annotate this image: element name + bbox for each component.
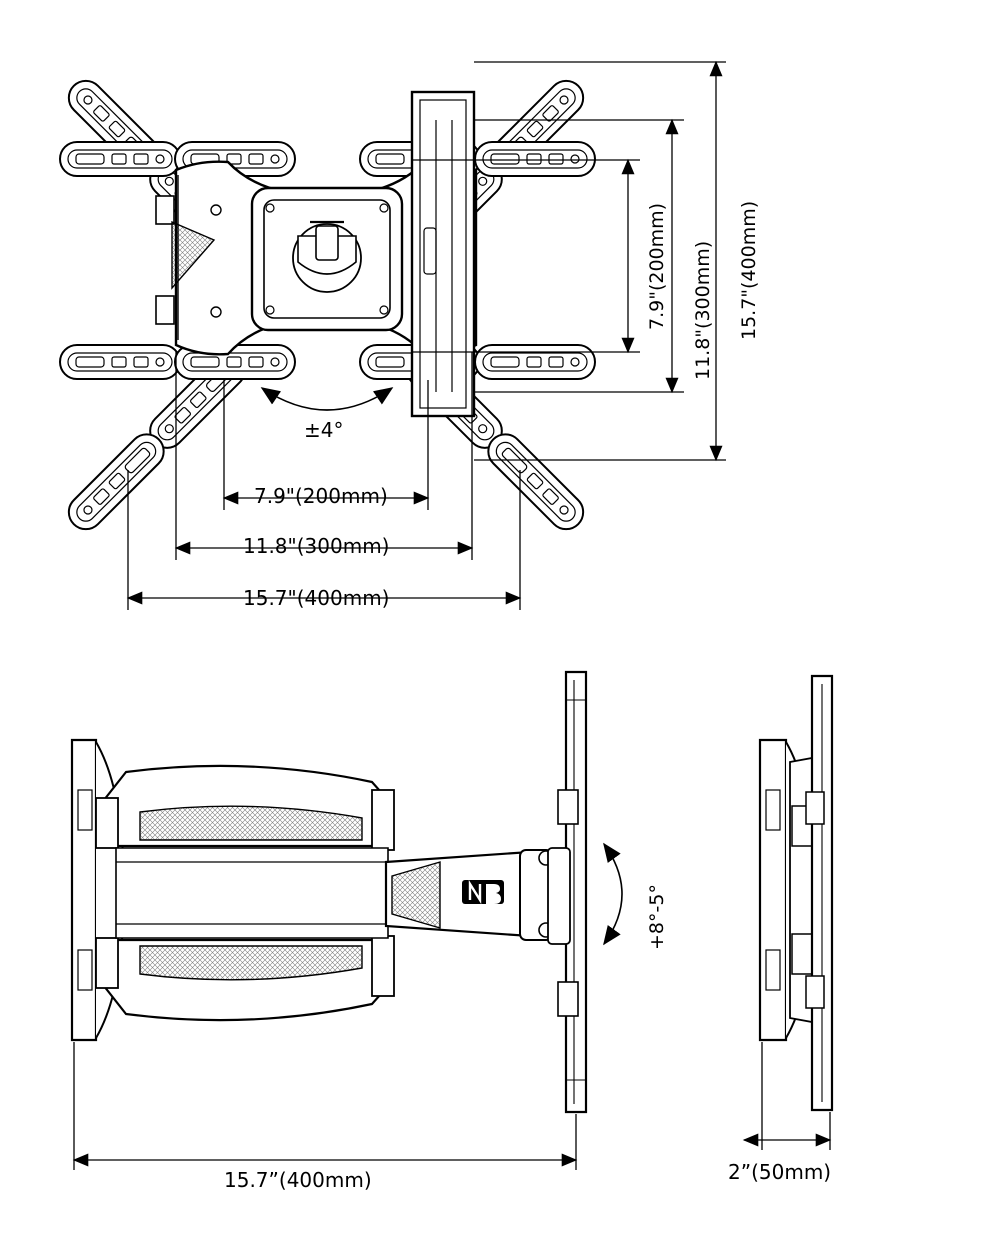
side-mid-body [116,848,388,938]
nb-logo-mark [462,880,504,904]
side-view-folded-group [744,676,832,1150]
side-upper-arm [96,766,394,850]
side-view-extended-group [72,672,622,1170]
dim-label-horizontal-200: 7.9"(200mm) [254,484,388,508]
tilt-angle-arc [604,844,622,944]
front-arm-upper-horizontal [60,142,595,176]
dim-label-horizontal-300: 11.8"(300mm) [243,534,390,558]
side-lower-arm [96,936,394,1020]
front-wall-plate [412,92,474,416]
front-center-plate [252,188,402,330]
front-arm-lower-horizontal [60,345,595,379]
angle-label-swivel: ±4° [304,418,344,442]
side-center-arm [386,850,553,940]
dim-label-horizontal-400: 15.7"(400mm) [243,586,390,610]
dim-label-depth-50: 2”(50mm) [728,1160,832,1184]
front-vertical-dimensions [474,62,726,460]
dim-label-vertical-200: 7.9"(200mm) [646,202,668,330]
side-wall-rail [548,672,586,1112]
angle-label-tilt: +8°-5° [646,884,668,950]
dim-label-vertical-300: 11.8"(300mm) [692,240,714,380]
dim-label-vertical-400: 15.7"(400mm) [738,200,760,340]
front-view-group [60,62,726,610]
swivel-angle-arc [262,388,392,410]
side-width-dimension [74,1042,576,1170]
dim-label-depth-400: 15.7”(400mm) [224,1168,372,1192]
